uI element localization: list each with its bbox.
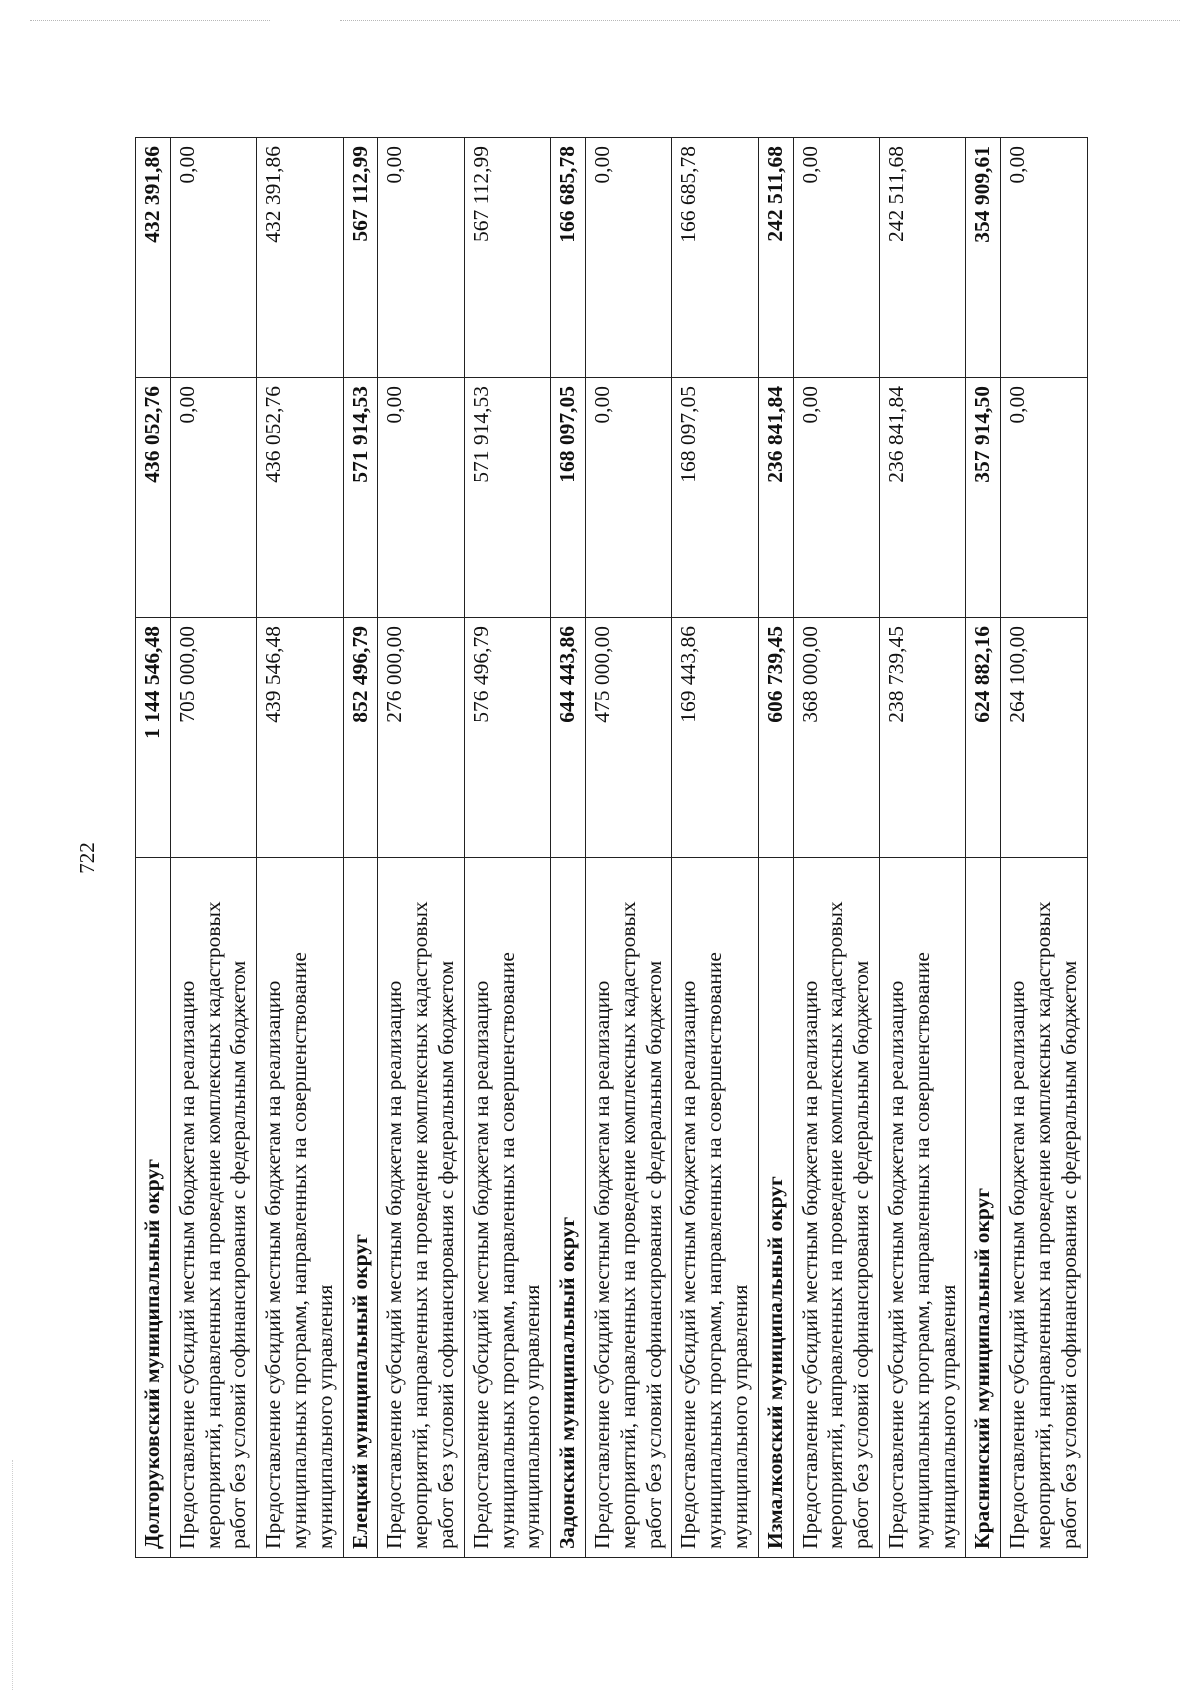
row-name-cell: Предоставление субсидий местным бюджетам на реализацию мероприятий, направленных на проведение комплексных кадастровых работ без условий софинансирования с федеральным бюджетом [1001,858,1087,1558]
table-row-item [1001,138,1087,1558]
row-name-cell: Задонский муниципальный округ [551,858,586,1558]
row-value-1-cell: 169 443,86 [672,618,758,858]
row-value-2-cell: 0,00 [378,378,464,618]
row-value-2-cell: 168 097,05 [551,378,586,618]
row-value-3-cell: 242 511,68 [758,138,793,378]
row-name-cell: Предоставление субсидий местным бюджетам на реализацию мероприятий, направленных на проведение комплексных кадастровых работ без условий софинансирования с федеральным бюджетом [378,858,464,1558]
row-value-1-cell: 624 882,16 [966,618,1001,858]
page-number: 722 [75,842,99,874]
table-row-district [551,138,586,1558]
table-row-item [672,138,758,1558]
row-value-3-cell: 354 909,61 [966,138,1001,378]
row-value-2-cell: 436 052,76 [257,378,343,618]
row-value-3-cell: 0,00 [1001,138,1087,378]
row-value-1-cell: 576 496,79 [464,618,550,858]
row-value-2-cell: 236 841,84 [758,378,793,618]
table-row-district [136,138,171,1558]
row-value-2-cell: 168 097,05 [672,378,758,618]
table-row-item [585,138,671,1558]
row-value-3-cell: 166 685,78 [672,138,758,378]
table-row-district [966,138,1001,1558]
row-value-1-cell: 644 443,86 [551,618,586,858]
row-name-cell: Краснинский муниципальный округ [966,858,1001,1558]
table-row-item [170,138,256,1558]
row-value-2-cell: 0,00 [793,378,879,618]
scan-artifact-edge [12,1460,13,1690]
table-row-item [378,138,464,1558]
row-name-cell: Предоставление субсидий местным бюджетам на реализацию мероприятий, направленных на проведение комплексных кадастровых работ без условий софинансирования с федеральным бюджетом [170,858,256,1558]
row-name-cell: Предоставление субсидий местным бюджетам на реализацию мероприятий, направленных на проведение комплексных кадастровых работ без условий софинансирования с федеральным бюджетом [793,858,879,1558]
table-row-item [257,138,343,1558]
row-value-3-cell: 567 112,99 [464,138,550,378]
row-name-cell: Предоставление субсидий местным бюджетам на реализацию муниципальных программ, направленных на совершенствование муниципального управления [879,858,965,1558]
row-value-1-cell: 1 144 546,48 [136,618,171,858]
row-name-cell: Предоставление субсидий местным бюджетам на реализацию муниципальных программ, направленных на совершенствование муниципального управления [672,858,758,1558]
row-value-3-cell: 0,00 [585,138,671,378]
row-name-cell: Долгоруковский муниципальный округ [136,858,171,1558]
row-value-1-cell: 276 000,00 [378,618,464,858]
rotated-table-container [135,138,1081,1558]
row-value-1-cell: 705 000,00 [170,618,256,858]
row-value-1-cell: 439 546,48 [257,618,343,858]
row-value-2-cell: 571 914,53 [464,378,550,618]
row-value-3-cell: 166 685,78 [551,138,586,378]
table-row-item [793,138,879,1558]
row-name-cell: Предоставление субсидий местным бюджетам на реализацию мероприятий, направленных на проведение комплексных кадастровых работ без условий софинансирования с федеральным бюджетом [585,858,671,1558]
row-value-1-cell: 475 000,00 [585,618,671,858]
row-value-1-cell: 606 739,45 [758,618,793,858]
row-value-1-cell: 238 739,45 [879,618,965,858]
table-row-district [343,138,378,1558]
row-name-cell: Елецкий муниципальный округ [343,858,378,1558]
row-value-2-cell: 0,00 [1001,378,1087,618]
budget-table [135,137,1088,1558]
row-value-2-cell: 0,00 [585,378,671,618]
budget-table-body [136,138,1088,1558]
row-value-3-cell: 242 511,68 [879,138,965,378]
row-name-cell: Предоставление субсидий местным бюджетам на реализацию муниципальных программ, направленных на совершенствование муниципального управления [257,858,343,1558]
table-row-item [464,138,550,1558]
row-value-2-cell: 436 052,76 [136,378,171,618]
row-value-2-cell: 236 841,84 [879,378,965,618]
row-value-3-cell: 567 112,99 [343,138,378,378]
row-value-3-cell: 0,00 [793,138,879,378]
row-value-3-cell: 0,00 [378,138,464,378]
table-row-district [758,138,793,1558]
row-value-1-cell: 368 000,00 [793,618,879,858]
row-value-1-cell: 852 496,79 [343,618,378,858]
row-value-2-cell: 0,00 [170,378,256,618]
row-value-2-cell: 571 914,53 [343,378,378,618]
row-value-3-cell: 432 391,86 [136,138,171,378]
row-value-1-cell: 264 100,00 [1001,618,1087,858]
row-value-3-cell: 0,00 [170,138,256,378]
row-name-cell: Предоставление субсидий местным бюджетам на реализацию муниципальных программ, направленных на совершенствование муниципального управления [464,858,550,1558]
row-name-cell: Измалковский муниципальный округ [758,858,793,1558]
row-value-2-cell: 357 914,50 [966,378,1001,618]
scan-artifact-line-right [340,20,1180,21]
table-row-item [879,138,965,1558]
scan-artifact-line-left [30,20,270,21]
row-value-3-cell: 432 391,86 [257,138,343,378]
